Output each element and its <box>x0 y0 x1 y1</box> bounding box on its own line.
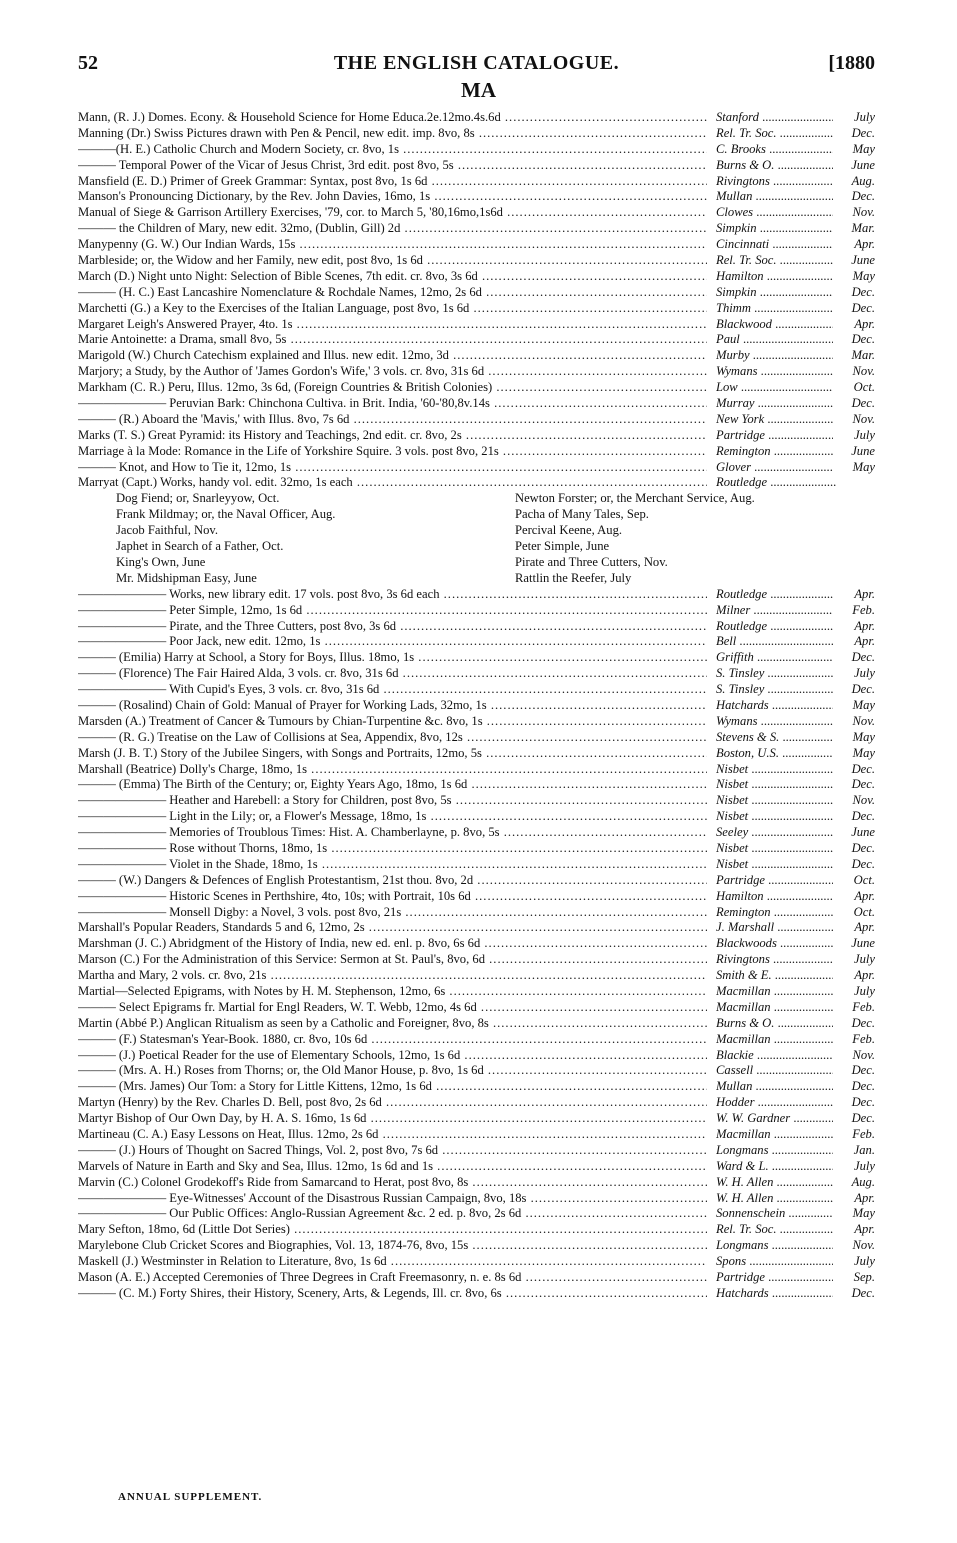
entry-publisher: Rel. Tr. Soc. ..... <box>716 253 836 269</box>
catalogue-entry <box>78 110 875 126</box>
entry-date: Apr. <box>833 634 875 650</box>
entry-title: Marshall (Beatrice) Dolly's Charge, 18mo, 1s ..... <box>78 762 707 778</box>
entry-publisher: Longmans ..... <box>716 1238 836 1254</box>
entry-date: July <box>833 952 875 968</box>
catalogue-entry <box>78 793 875 809</box>
entry-title: ——— (Mrs. A. H.) Roses from Thorns; or, the Old Manor House, p. 8vo, 1s 6d ..... <box>78 1063 707 1079</box>
entry-date: Sep. <box>833 1270 875 1286</box>
catalogue-entry <box>78 174 875 190</box>
entry-title: ——— (J.) Poetical Reader for the use of Elementary Schools, 12mo, 1s 6d ..... <box>78 1048 707 1064</box>
catalogue-entry <box>78 317 875 333</box>
catalogue-entry <box>78 682 875 698</box>
entry-title: ——— Select Epigrams fr. Martial for Engl Readers, W. T. Webb, 12mo, 4s 6d ..... <box>78 1000 707 1016</box>
entry-title: ——— Knot, and How to Tie it, 12mo, 1s ..... <box>78 460 707 476</box>
entry-publisher: Burns & O. ..... <box>716 1016 836 1032</box>
entry-publisher: Rivingtons ..... <box>716 952 836 968</box>
catalogue-entry <box>78 666 875 682</box>
entry-title: Mason (A. E.) Accepted Ceremonies of Three Degrees in Craft Freemasonry, n. e. 8s 6d ..... <box>78 1270 707 1286</box>
entry-title: ——— (W.) Dangers & Defences of English Protestantism, 21st thou. 8vo, 2d ..... <box>78 873 707 889</box>
entry-title: Martineau (C. A.) Easy Lessons on Heat, Illus. 12mo, 2s 6d ..... <box>78 1127 707 1143</box>
entry-title: Markham (C. R.) Peru, Illus. 12mo, 3s 6d, (Foreign Countries & British Colonies) ..... <box>78 380 707 396</box>
marryat-title-left: Dog Fiend; or, Snarleyyow, Oct. <box>116 491 280 506</box>
entry-date: Dec. <box>833 332 875 348</box>
entry-title: Martha and Mary, 2 vols. cr. 8vo, 21s ..... <box>78 968 707 984</box>
entry-date: Oct. <box>833 380 875 396</box>
entry-title: ——— (R. G.) Treatise on the Law of Collisions at Sea, Appendix, 8vo, 12s ..... <box>78 730 707 746</box>
entry-title: Martyn (Henry) by the Rev. Charles D. Bell, post 8vo, 2s 6d ..... <box>78 1095 707 1111</box>
entry-publisher: Stevens & S. ..... <box>716 730 836 746</box>
entry-date: May <box>833 730 875 746</box>
entry-date: Dec. <box>833 1063 875 1079</box>
entry-title: Marriage à la Mode: Romance in the Life of Yorkshire Squire. 3 vols. post 8vo, 21s ..... <box>78 444 707 460</box>
entry-date: July <box>833 110 875 126</box>
marryat-title-row <box>78 571 875 587</box>
entry-title: ——— (R.) Aboard the 'Mavis,' with Illus. 8vo, 7s 6d ..... <box>78 412 707 428</box>
entry-date: Oct. <box>833 905 875 921</box>
entry-date: Nov. <box>833 793 875 809</box>
entry-publisher: Nisbet ..... <box>716 857 836 873</box>
entry-publisher: Simpkin ..... <box>716 221 836 237</box>
catalogue-entry <box>78 285 875 301</box>
catalogue-entry <box>78 841 875 857</box>
entry-publisher: Hatchards ..... <box>716 698 836 714</box>
entry-date: Nov. <box>833 714 875 730</box>
entry-publisher: Blackie ..... <box>716 1048 836 1064</box>
entry-title: ——————— Historic Scenes in Perthshire, 4to, 10s; with Portrait, 10s 6d ..... <box>78 889 707 905</box>
marryat-title-left: Frank Mildmay; or, the Naval Officer, Aug. <box>116 507 336 522</box>
entry-date: Mar. <box>833 221 875 237</box>
entry-date: Nov. <box>833 1048 875 1064</box>
catalogue-entry <box>78 1095 875 1111</box>
marryat-title-right: Pirate and Three Cutters, Nov. <box>515 554 668 569</box>
catalogue-entry <box>78 158 875 174</box>
catalogue-entry <box>78 619 875 635</box>
entry-title: Marshall's Popular Readers, Standards 5 and 6, 12mo, 2s ..... <box>78 920 707 936</box>
marryat-title-left: Jacob Faithful, Nov. <box>116 523 219 538</box>
entry-publisher: Macmillan ..... <box>716 1127 836 1143</box>
entry-date: Apr. <box>833 1191 875 1207</box>
catalogue-entry <box>78 1048 875 1064</box>
entry-title: Marie Antoinette: a Drama, small 8vo, 5s ..... <box>78 332 707 348</box>
catalogue-entry <box>78 746 875 762</box>
entry-date: Apr. <box>833 317 875 333</box>
catalogue-entry <box>78 1159 875 1175</box>
entry-title: ——————— Peter Simple, 12mo, 1s 6d ..... <box>78 603 707 619</box>
entry-publisher: Murray ..... <box>716 396 836 412</box>
entry-publisher: Partridge ..... <box>716 428 836 444</box>
entry-title: ———(H. E.) Catholic Church and Modern Society, cr. 8vo, 1s ..... <box>78 142 707 158</box>
catalogue-entry <box>78 1063 875 1079</box>
entry-date: Oct. <box>833 873 875 889</box>
entry-date: Dec. <box>833 285 875 301</box>
entry-publisher: Boston, U.S. ..... <box>716 746 836 762</box>
entry-date: Dec. <box>833 301 875 317</box>
entry-date: Feb. <box>833 1000 875 1016</box>
catalogue-entry <box>78 1079 875 1095</box>
entry-title: ——————— With Cupid's Eyes, 3 vols. cr. 8vo, 31s 6d ..... <box>78 682 707 698</box>
catalogue-entry <box>78 905 875 921</box>
entry-publisher: S. Tinsley ..... <box>716 682 836 698</box>
entry-title: ——————— Peruvian Bark: Chinchona Cultiva. in Brit. India, '60-'80,8v.14s ..... <box>78 396 707 412</box>
entry-publisher: Smith & E. ..... <box>716 968 836 984</box>
entry-date: July <box>833 666 875 682</box>
entry-publisher: Remington ..... <box>716 905 836 921</box>
marryat-title-row <box>78 491 875 507</box>
catalogue-entry <box>78 269 875 285</box>
entry-title: ——— (H. C.) East Lancashire Nomenclature & Rochdale Names, 12mo, 2s 6d ..... <box>78 285 707 301</box>
catalogue-entry <box>78 1238 875 1254</box>
catalogue-entry <box>78 126 875 142</box>
catalogue-entry <box>78 221 875 237</box>
entry-publisher: Mullan ..... <box>716 1079 836 1095</box>
catalogue-entry <box>78 1254 875 1270</box>
entry-publisher: Nisbet ..... <box>716 809 836 825</box>
catalogue-entry <box>78 777 875 793</box>
marryat-title-right: Peter Simple, June <box>515 539 610 554</box>
entry-title: ——————— Light in the Lily; or, a Flower's Message, 18mo, 1s ..... <box>78 809 707 825</box>
marryat-title-row <box>78 555 875 571</box>
entry-date: May <box>833 269 875 285</box>
catalogue-entry <box>78 205 875 221</box>
footer-note: ANNUAL SUPPLEMENT. <box>118 1491 263 1503</box>
catalogue-entry <box>78 587 875 603</box>
entry-publisher: Wymans ..... <box>716 364 836 380</box>
entry-publisher: Milner ..... <box>716 603 836 619</box>
entry-title: ——— (Rosalind) Chain of Gold: Manual of Prayer for Working Lads, 32mo, 1s ..... <box>78 698 707 714</box>
section-heading: MA <box>461 78 496 102</box>
entry-title: Marylebone Club Cricket Scores and Biographies, Vol. 13, 1874-76, 8vo, 15s ..... <box>78 1238 707 1254</box>
entry-date: Dec. <box>833 857 875 873</box>
page-number: 52 <box>78 52 98 74</box>
entry-date: July <box>833 428 875 444</box>
catalogue-entry <box>78 380 875 396</box>
entry-title: Marvin (C.) Colonel Grodekoff's Ride from Samarcand to Herat, post 8vo, 8s ..... <box>78 1175 707 1191</box>
entry-title: ——— (F.) Statesman's Year-Book. 1880, cr. 8vo, 10s 6d ..... <box>78 1032 707 1048</box>
page-year: [1880 <box>828 52 875 74</box>
marryat-title-row <box>78 539 875 555</box>
entry-publisher: W. H. Allen ..... <box>716 1175 836 1191</box>
catalogue-entry <box>78 1175 875 1191</box>
entry-title: Mansfield (E. D.) Primer of Greek Grammar: Syntax, post 8vo, 1s 6d ..... <box>78 174 707 190</box>
catalogue-entry <box>78 428 875 444</box>
entry-date: Dec. <box>833 1079 875 1095</box>
entry-date: Apr. <box>833 968 875 984</box>
entry-publisher: Ward & L. ..... <box>716 1159 836 1175</box>
entry-date: July <box>833 984 875 1000</box>
entry-publisher: Sonnenschein ..... <box>716 1206 836 1222</box>
catalogue-entry <box>78 253 875 269</box>
entry-publisher: Hodder ..... <box>716 1095 836 1111</box>
entry-title: ——————— Our Public Offices: Anglo-Russian Agreement &c. 2 ed. p. 8vo, 2s 6d ..... <box>78 1206 707 1222</box>
entry-date: Dec. <box>833 126 875 142</box>
catalogue-entry <box>78 332 875 348</box>
entry-date: Dec. <box>833 650 875 666</box>
entry-date: Dec. <box>833 1016 875 1032</box>
entry-date: July <box>833 1159 875 1175</box>
catalogue-entries <box>78 110 875 1302</box>
entry-publisher: Routledge ..... <box>716 475 836 491</box>
entry-title: Marsh (J. B. T.) Story of the Jubilee Singers, with Songs and Portraits, 12mo, 5s ..... <box>78 746 707 762</box>
entry-title: Marjory; a Study, by the Author of 'James Gordon's Wife,' 3 vols. cr. 8vo, 31s 6d ..... <box>78 364 707 380</box>
entry-date: Nov. <box>833 1238 875 1254</box>
entry-date: May <box>833 460 875 476</box>
entry-publisher: Glover ..... <box>716 460 836 476</box>
entry-title: ——————— Eye-Witnesses' Account of the Disastrous Russian Campaign, 8vo, 18s ..... <box>78 1191 707 1207</box>
marryat-title-row <box>78 507 875 523</box>
entry-date: Jan. <box>833 1143 875 1159</box>
entry-publisher: Macmillan ..... <box>716 1000 836 1016</box>
entry-date: Nov. <box>833 412 875 428</box>
entry-publisher: Rel. Tr. Soc. ..... <box>716 1222 836 1238</box>
entry-title: Mann, (R. J.) Domes. Econy. & Household Science for Home Educa.2e.12mo.4s.6d ..... <box>78 110 707 126</box>
entry-publisher: Longmans ..... <box>716 1143 836 1159</box>
entry-publisher: Routledge ..... <box>716 587 836 603</box>
entry-date: May <box>833 746 875 762</box>
entry-date: Dec. <box>833 396 875 412</box>
entry-publisher: Thimm ..... <box>716 301 836 317</box>
entry-date: May <box>833 698 875 714</box>
catalogue-entry <box>78 189 875 205</box>
catalogue-entry <box>78 1270 875 1286</box>
entry-date: Feb. <box>833 1032 875 1048</box>
entry-publisher: Rivingtons ..... <box>716 174 836 190</box>
catalogue-entry <box>78 1143 875 1159</box>
entry-publisher: Griffith ..... <box>716 650 836 666</box>
entry-publisher: Nisbet ..... <box>716 762 836 778</box>
catalogue-entry <box>78 825 875 841</box>
entry-publisher: Spons ..... <box>716 1254 836 1270</box>
catalogue-entry <box>78 1016 875 1032</box>
catalogue-entry <box>78 396 875 412</box>
entry-title: Manson's Pronouncing Dictionary, by the Rev. John Davies, 16mo, 1s ..... <box>78 189 707 205</box>
entry-publisher: Stanford ..... <box>716 110 836 126</box>
entry-title: Manypenny (G. W.) Our Indian Wards, 15s ..... <box>78 237 707 253</box>
entry-title: Marson (C.) For the Administration of this Service: Sermon at St. Paul's, 8vo, 6d ..... <box>78 952 707 968</box>
catalogue-entry <box>78 1111 875 1127</box>
entry-publisher: Paul ..... <box>716 332 836 348</box>
entry-date: Feb. <box>833 603 875 619</box>
catalogue-entry <box>78 698 875 714</box>
entry-title: ——— (C. M.) Forty Shires, their History, Scenery, Arts, & Legends, Ill. cr. 8vo, 6s ..... <box>78 1286 707 1302</box>
marryat-title-right: Percival Keene, Aug. <box>515 523 623 538</box>
entry-publisher: Low ..... <box>716 380 836 396</box>
catalogue-entry <box>78 984 875 1000</box>
entry-title: ——————— Rose without Thorns, 18mo, 1s ..... <box>78 841 707 857</box>
marryat-title-left: Japhet in Search of a Father, Oct. <box>116 539 284 554</box>
entry-title: ——————— Works, new library edit. 17 vols. post 8vo, 3s 6d each ..... <box>78 587 707 603</box>
marryat-title-row <box>78 523 875 539</box>
catalogue-entry <box>78 1191 875 1207</box>
catalogue-entry <box>78 412 875 428</box>
entry-title: ——————— Memories of Troublous Times: Hist. A. Chamberlayne, p. 8vo, 5s ..... <box>78 825 707 841</box>
entry-date: Dec. <box>833 809 875 825</box>
entry-publisher: W. W. Gardner ..... <box>716 1111 836 1127</box>
entry-publisher: Rel. Tr. Soc. ..... <box>716 126 836 142</box>
entry-publisher: Seeley ..... <box>716 825 836 841</box>
entry-title: Marsden (A.) Treatment of Cancer & Tumours by Chian-Turpentine &c. 8vo, 1s ..... <box>78 714 707 730</box>
catalogue-entry <box>78 142 875 158</box>
entry-title: March (D.) Night unto Night: Selection of Bible Scenes, 7th edit. cr. 8vo, 3s 6d ..... <box>78 269 707 285</box>
catalogue-entry <box>78 1000 875 1016</box>
entry-publisher: Murby ..... <box>716 348 836 364</box>
catalogue-entry <box>78 603 875 619</box>
catalogue-entry <box>78 348 875 364</box>
entry-publisher: Nisbet ..... <box>716 841 836 857</box>
entry-title: Marryat (Capt.) Works, handy vol. edit. 32mo, 1s each ..... <box>78 475 707 491</box>
entry-title: Marbleside; or, the Widow and her Family, new edit, post 8vo, 1s 6d ..... <box>78 253 707 269</box>
catalogue-entry <box>78 968 875 984</box>
entry-title: Manual of Siege & Garrison Artillery Exercises, '79, cor. to March 5, '80,16mo,1s6d ..... <box>78 205 707 221</box>
entry-date: Feb. <box>833 1127 875 1143</box>
entry-date: June <box>833 825 875 841</box>
catalogue-entry <box>78 475 875 491</box>
entry-title: Martyr Bishop of Our Own Day, by H. A. S. 16mo, 1s 6d ..... <box>78 1111 707 1127</box>
catalogue-entry <box>78 1222 875 1238</box>
entry-title: Marigold (W.) Church Catechism explained and Illus. new edit. 12mo, 3d ..... <box>78 348 707 364</box>
page-title: THE ENGLISH CATALOGUE. <box>333 52 620 74</box>
entry-title: Marshman (J. C.) Abridgment of the History of India, new ed. enl. p. 8vo, 6s 6d ..... <box>78 936 707 952</box>
entry-publisher: Blackwood ..... <box>716 317 836 333</box>
entry-date: May <box>833 142 875 158</box>
entry-publisher: S. Tinsley ..... <box>716 666 836 682</box>
catalogue-entry <box>78 634 875 650</box>
entry-title: Marvels of Nature in Earth and Sky and Sea, Illus. 12mo, 1s 6d and 1s ..... <box>78 1159 707 1175</box>
entry-publisher: C. Brooks ..... <box>716 142 836 158</box>
entry-title: ——————— Heather and Harebell: a Story for Children, post 8vo, 5s ..... <box>78 793 707 809</box>
entry-publisher: Macmillan ..... <box>716 984 836 1000</box>
entry-title: ——— (J.) Hours of Thought on Sacred Things, Vol. 2, post 8vo, 7s 6d ..... <box>78 1143 707 1159</box>
entry-date: Apr. <box>833 619 875 635</box>
entry-date: July <box>833 1254 875 1270</box>
catalogue-entry <box>78 301 875 317</box>
entry-title: Maskell (J.) Westminster in Relation to Literature, 8vo, 1s 6d ..... <box>78 1254 707 1270</box>
entry-title: Marks (T. S.) Great Pyramid: its History and Teachings, 2nd edit. cr. 8vo, 2s ..... <box>78 428 707 444</box>
entry-title: ——— (Mrs. James) Our Tom: a Story for Little Kittens, 12mo, 1s 6d ..... <box>78 1079 707 1095</box>
entry-title: ——— (Florence) The Fair Haired Alda, 3 vols. cr. 8vo, 31s 6d ..... <box>78 666 707 682</box>
entry-title: ——————— Pirate, and the Three Cutters, post 8vo, 3s 6d ..... <box>78 619 707 635</box>
entry-title: ——— (Emilia) Harry at School, a Story for Boys, Illus. 18mo, 1s ..... <box>78 650 707 666</box>
entry-title: Martial—Selected Epigrams, with Notes by H. M. Stephenson, 12mo, 6s ..... <box>78 984 707 1000</box>
entry-date: June <box>833 158 875 174</box>
entry-date: Dec. <box>833 841 875 857</box>
entry-publisher: Mullan ..... <box>716 189 836 205</box>
entry-date: Nov. <box>833 205 875 221</box>
catalogue-entry <box>78 762 875 778</box>
entry-title: ——— the Children of Mary, new edit. 32mo, (Dublin, Gill) 2d ..... <box>78 221 707 237</box>
entry-publisher: Cincinnati ..... <box>716 237 836 253</box>
entry-date: Nov. <box>833 364 875 380</box>
entry-title: Margaret Leigh's Answered Prayer, 4to. 1s ..... <box>78 317 707 333</box>
entry-title: ——— (Emma) The Birth of the Century; or, Eighty Years Ago, 18mo, 1s 6d ..... <box>78 777 707 793</box>
entry-publisher: Nisbet ..... <box>716 793 836 809</box>
entry-date: Aug. <box>833 174 875 190</box>
entry-publisher: Burns & O. ..... <box>716 158 836 174</box>
catalogue-entry <box>78 857 875 873</box>
catalogue-entry <box>78 873 875 889</box>
entry-date: Mar. <box>833 348 875 364</box>
catalogue-entry <box>78 1032 875 1048</box>
catalogue-entry <box>78 936 875 952</box>
entry-date: Apr. <box>833 1222 875 1238</box>
entry-publisher: Partridge ..... <box>716 1270 836 1286</box>
entry-publisher: Wymans ..... <box>716 714 836 730</box>
catalogue-entry <box>78 1127 875 1143</box>
entry-date: Dec. <box>833 682 875 698</box>
entry-title: Marchetti (G.) a Key to the Exercises of the Italian Language, post 8vo, 1s 6d ..... <box>78 301 707 317</box>
entry-publisher: W. H. Allen ..... <box>716 1191 836 1207</box>
entry-title: ——— Temporal Power of the Vicar of Jesus Christ, 3rd edit. post 8vo, 5s ..... <box>78 158 707 174</box>
marryat-title-right: Newton Forster; or, the Merchant Service, Aug. <box>515 491 755 506</box>
catalogue-entry <box>78 920 875 936</box>
entry-date: Dec. <box>833 762 875 778</box>
catalogue-entry <box>78 952 875 968</box>
entry-date: Dec. <box>833 1286 875 1302</box>
catalogue-entry <box>78 364 875 380</box>
catalogue-entry <box>78 889 875 905</box>
entry-date: Aug. <box>833 1175 875 1191</box>
entry-publisher: Remington ..... <box>716 444 836 460</box>
entry-publisher: Macmillan ..... <box>716 1032 836 1048</box>
entry-publisher: Bell ..... <box>716 634 836 650</box>
catalogue-entry <box>78 1286 875 1302</box>
entry-date: Dec. <box>833 777 875 793</box>
entry-publisher: Cassell ..... <box>716 1063 836 1079</box>
entry-title: ——————— Monsell Digby: a Novel, 3 vols. post 8vo, 21s ..... <box>78 905 707 921</box>
entry-publisher: Partridge ..... <box>716 873 836 889</box>
entry-publisher: Hamilton ..... <box>716 269 836 285</box>
entry-publisher: Clowes ..... <box>716 205 836 221</box>
marryat-title-right: Rattlin the Reefer, July <box>515 570 632 585</box>
entry-title: Manning (Dr.) Swiss Pictures drawn with Pen & Pencil, new edit. imp. 8vo, 8s ..... <box>78 126 707 142</box>
entry-title: Mary Sefton, 18mo, 6d (Little Dot Series) ..... <box>78 1222 707 1238</box>
entry-date: Apr. <box>833 587 875 603</box>
catalogue-entry <box>78 1206 875 1222</box>
entry-title: ——————— Violet in the Shade, 18mo, 1s ..... <box>78 857 707 873</box>
marryat-title-left: Mr. Midshipman Easy, June <box>116 570 257 585</box>
entry-date: Dec. <box>833 1111 875 1127</box>
catalogue-entry <box>78 237 875 253</box>
entry-date: Apr. <box>833 920 875 936</box>
entry-date: Dec. <box>833 189 875 205</box>
entry-date: June <box>833 444 875 460</box>
entry-date: June <box>833 253 875 269</box>
catalogue-entry <box>78 714 875 730</box>
catalogue-entry <box>78 730 875 746</box>
marryat-title-left: King's Own, June <box>116 554 206 569</box>
entry-date: May <box>833 1206 875 1222</box>
entry-publisher: Routledge ..... <box>716 619 836 635</box>
entry-date: Dec. <box>833 1095 875 1111</box>
catalogue-entry <box>78 444 875 460</box>
entry-publisher: Hatchards ..... <box>716 1286 836 1302</box>
entry-publisher: Nisbet ..... <box>716 777 836 793</box>
catalogue-entry <box>78 650 875 666</box>
entry-publisher: Blackwoods ..... <box>716 936 836 952</box>
entry-publisher: New York ..... <box>716 412 836 428</box>
entry-date: Apr. <box>833 237 875 253</box>
entry-title: Martin (Abbé P.) Anglican Ritualism as seen by a Catholic and Foreigner, 8vo, 8s ..... <box>78 1016 707 1032</box>
marryat-title-right: Pacha of Many Tales, Sep. <box>515 507 649 522</box>
entry-date: Apr. <box>833 889 875 905</box>
catalogue-entry <box>78 460 875 476</box>
entry-title: ——————— Poor Jack, new edit. 12mo, 1s ..... <box>78 634 707 650</box>
entry-publisher: J. Marshall ..... <box>716 920 836 936</box>
catalogue-entry <box>78 809 875 825</box>
entry-date: June <box>833 936 875 952</box>
entry-publisher: Hamilton ..... <box>716 889 836 905</box>
entry-publisher: Simpkin ..... <box>716 285 836 301</box>
